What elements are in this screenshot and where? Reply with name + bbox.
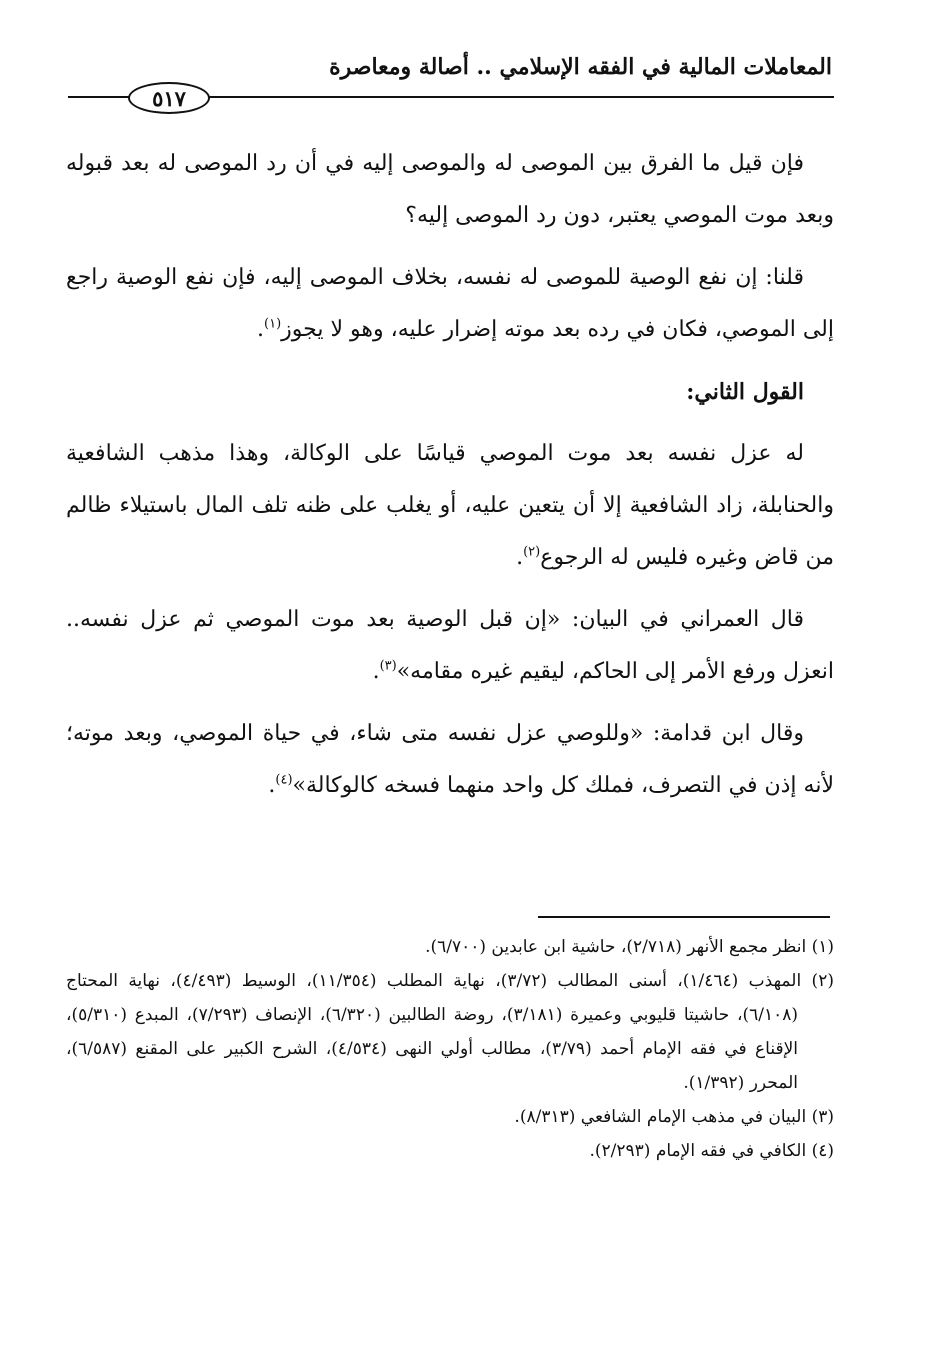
paragraph-ibn-qudama-quote: وقال ابن قدامة: «وللوصي عزل نفسه متى شاء، في حياة الموصي، وبعد موته؛ لأنه إذن في التصرف، فملك كل واحد منهما فسخه كالوكالة»$^{(٤)}$. [66,721,834,798]
footnote-ref-3[interactable]: (٣) [379,658,397,674]
footnotes [66,930,834,1168]
footnote-4: (٤) الكافي في فقه الإمام (٢/٢٩٣). [589,1141,834,1161]
paragraph-second-opinion: له عزل نفسه بعد موت الموصي قياسًا على الوكالة، وهذا مذهب الشافعية والحنابلة، زاد الشافعية إلا أن يتعين عليه، أو يغلب على ظنه تلف المال باستيلاء ظالم من قاض وغيره فليس له الرجوع$^{(٢)}$. [66,441,834,570]
main-text [66,138,834,822]
running-header-title: المعاملات المالية في الفقه الإسلامي .. أصالة ومعاصرة [329,54,832,80]
section-heading: القول الثاني: [686,379,804,405]
footnote-separator [538,916,830,918]
footnote-ref-1[interactable]: (١) [264,316,282,332]
footnote-2: (٢) المهذب (١/٤٦٤)، أسنى المطالب (٣/٧٢)، نهاية المطلب (١١/٣٥٤)، الوسيط (٤/٤٩٣)، نهاية المحتاج (٦/١٠٨)، حاشيتا قليوبي وعميرة (٣/١٨١)، روضة الطالبين (٦/٣٢٠)، الإنصاف (٧/٢٩٣)، المبدع (٥/٣١٠)، الإقناع في فقه الإمام أحمد (٣/٧٩)، مطالب أولي النهى (٤/٥٣٤)، الشرح الكبير على المقنع (٦/٥٨٧)، المحرر (١/٣٩٢). [66,971,834,1093]
paragraph-imrani-quote: قال العمراني في البيان: «إن قبل الوصية بعد موت الموصي ثم عزل نفسه.. انعزل ورفع الأمر إلى الحاكم، ليقيم غيره مقامه»$^{(٣)}$. [66,607,834,684]
footnote-1: (١) انظر مجمع الأنهر (٢/٧١٨)، حاشية ابن عابدين (٦/٧٠٠). [425,937,834,957]
paragraph-answer: قلنا: إن نفع الوصية للموصى له نفسه، بخلاف الموصى إليه، فإن نفع الوصية راجع إلى الموصي، فكان في رده بعد موته إضرار عليه، وهو لا يجوز$^{(١)}$. [66,265,834,342]
footnote-ref-4[interactable]: (٤) [275,772,293,788]
footnote-ref-2[interactable]: (٢) [523,544,541,560]
page-number-badge: ٥١٧ [128,82,210,114]
paragraph-question: فإن قيل ما الفرق بين الموصى له والموصى إليه في أن رد الموصى له بعد قبوله وبعد موت الموصي يعتبر، دون رد الموصى إليه؟ [66,151,834,228]
footnote-3: (٣) البيان في مذهب الإمام الشافعي (٨/٣١٣). [514,1107,834,1127]
